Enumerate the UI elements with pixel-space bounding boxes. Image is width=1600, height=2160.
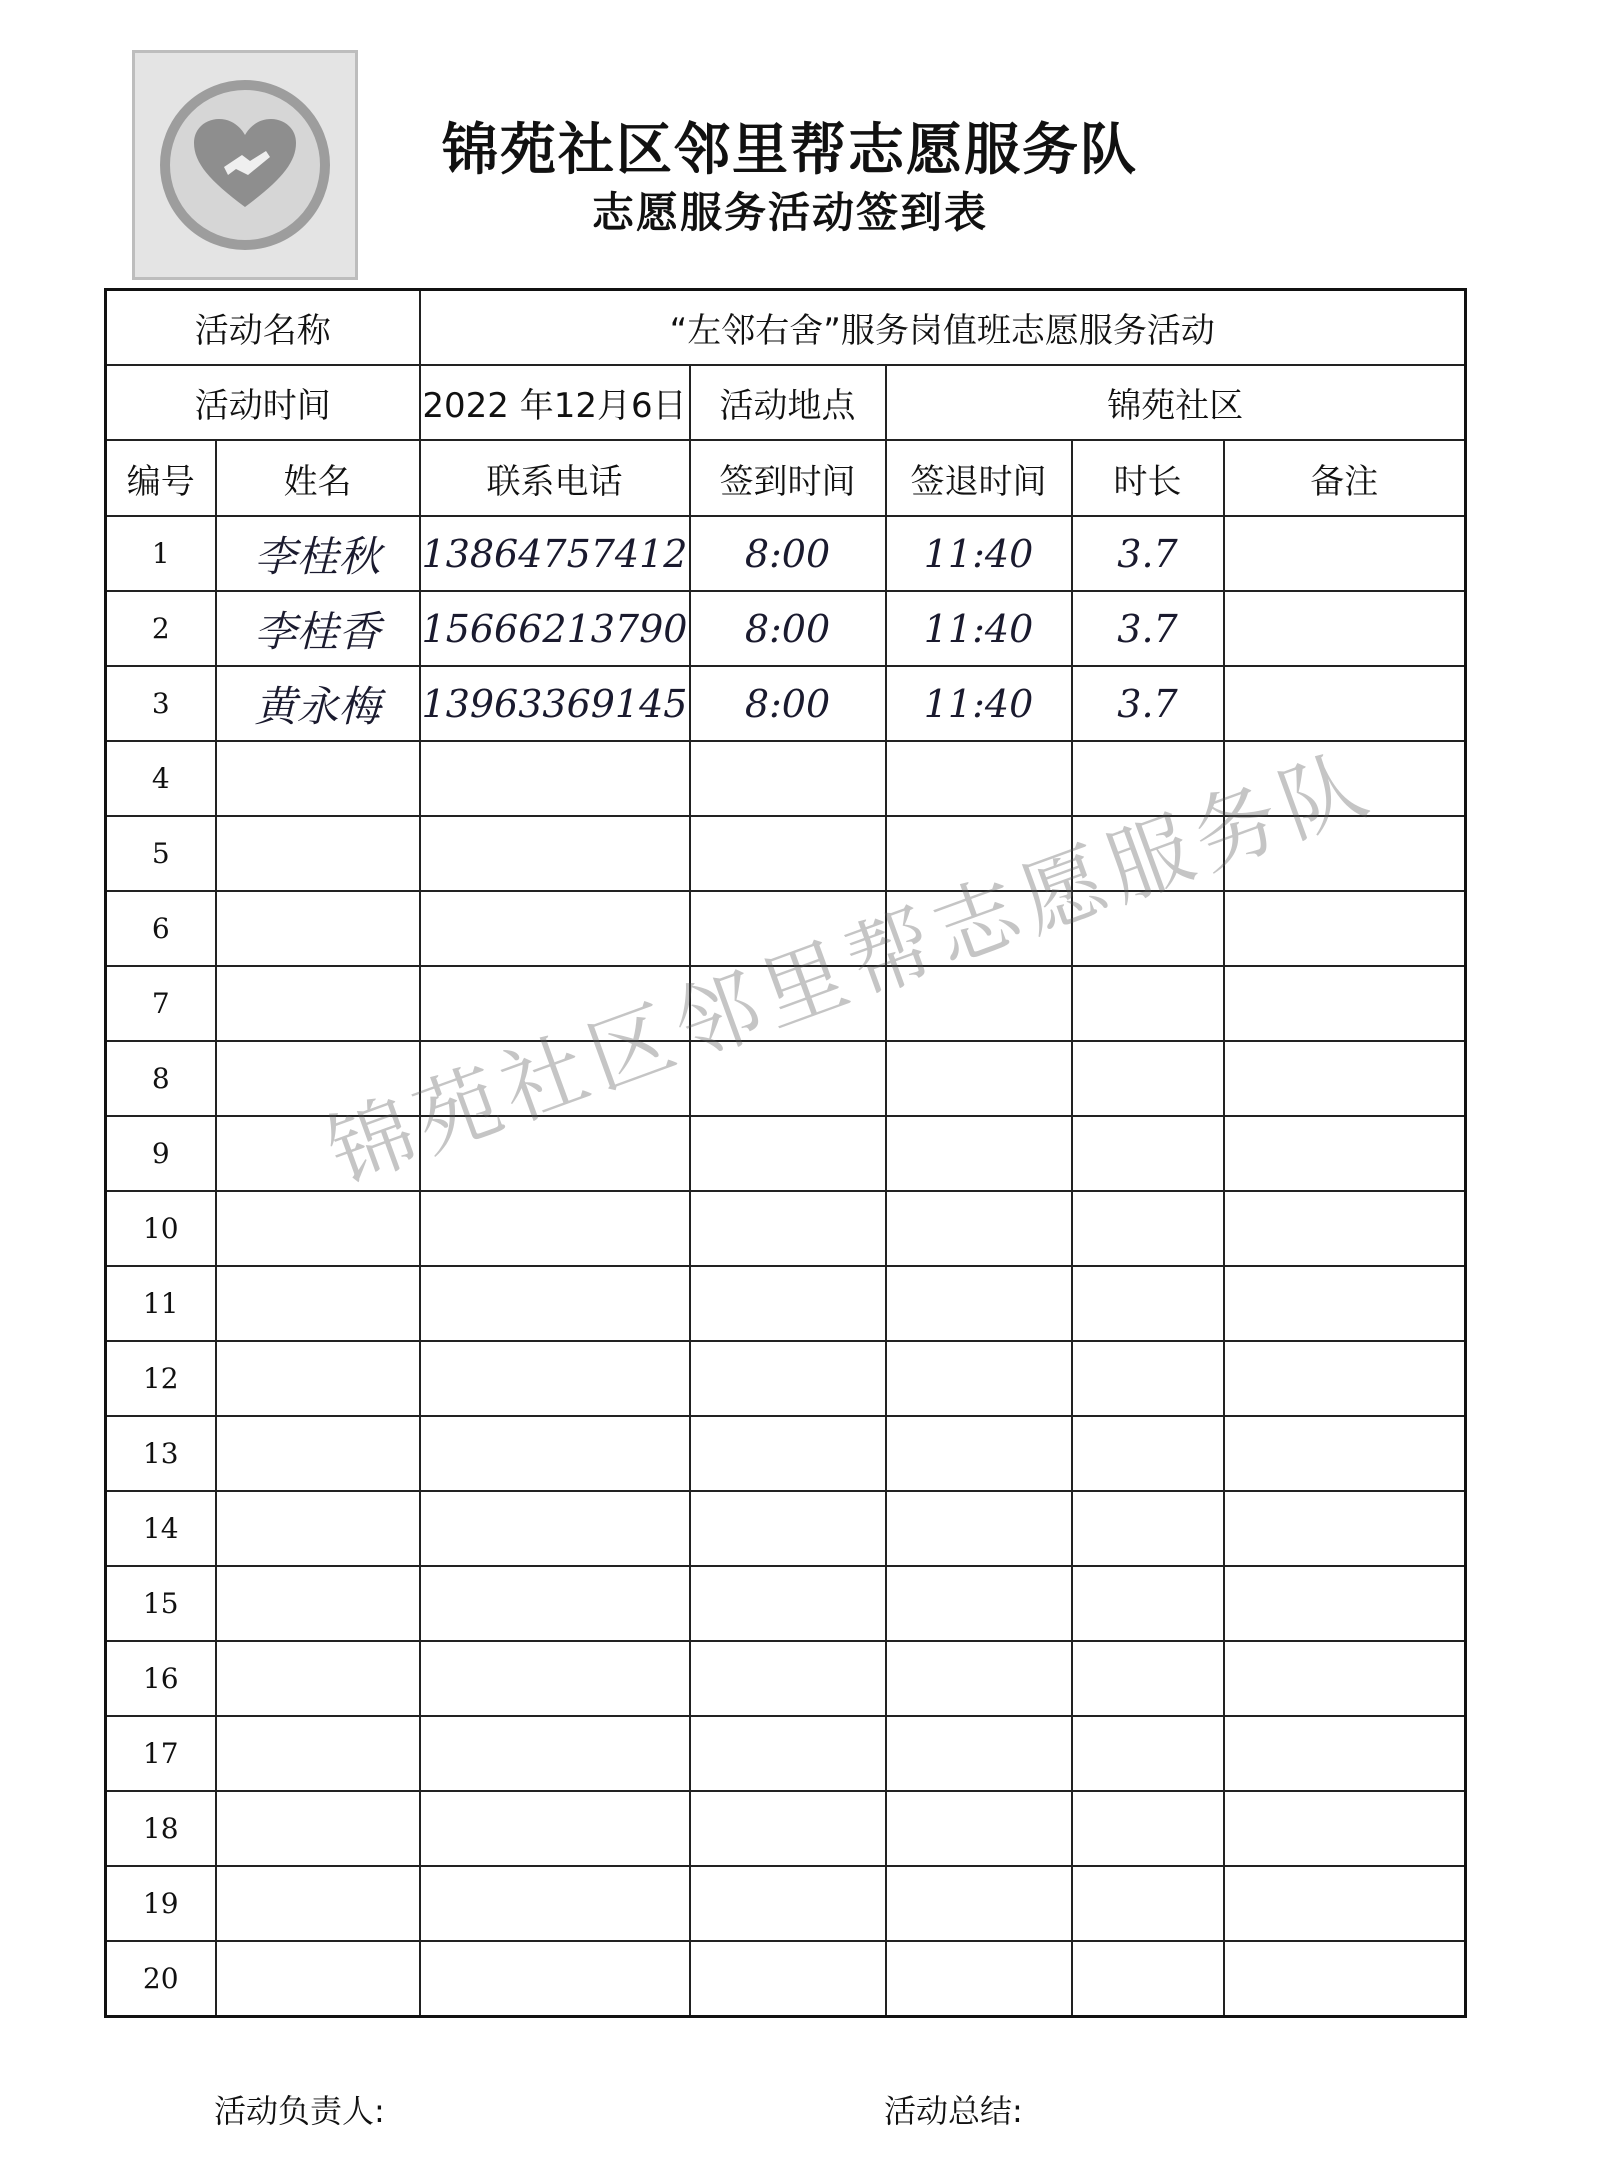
activity-place-label: 活动地点 bbox=[690, 365, 886, 440]
signer-phone bbox=[420, 891, 690, 966]
remark-cell bbox=[1224, 891, 1466, 966]
service-duration bbox=[1072, 1041, 1224, 1116]
sign-out-time: 11:40 bbox=[886, 666, 1072, 741]
signer-phone bbox=[420, 816, 690, 891]
column-header-name: 姓名 bbox=[216, 440, 420, 516]
signer-phone bbox=[420, 1566, 690, 1641]
column-header-duration: 时长 bbox=[1072, 440, 1224, 516]
sign-in-time bbox=[690, 1866, 886, 1941]
service-duration bbox=[1072, 1191, 1224, 1266]
signer-name bbox=[216, 1266, 420, 1341]
sign-in-time bbox=[690, 1641, 886, 1716]
sign-in-time: 8:00 bbox=[690, 666, 886, 741]
signer-name bbox=[216, 1566, 420, 1641]
remark-cell bbox=[1224, 1341, 1466, 1416]
sign-in-table bbox=[104, 288, 1467, 2018]
signer-phone bbox=[420, 1941, 690, 2017]
signer-phone bbox=[420, 1266, 690, 1341]
row-number: 2 bbox=[106, 591, 216, 666]
signer-phone bbox=[420, 1866, 690, 1941]
leader-label: 活动负责人: bbox=[214, 2092, 385, 2130]
sign-in-time bbox=[690, 891, 886, 966]
signer-name: 黄永梅 bbox=[216, 666, 420, 741]
row-number: 3 bbox=[106, 666, 216, 741]
sign-out-time bbox=[886, 1041, 1072, 1116]
remark-cell bbox=[1224, 1941, 1466, 2017]
remark-cell bbox=[1224, 666, 1466, 741]
service-duration bbox=[1072, 1641, 1224, 1716]
table-row bbox=[106, 1191, 1466, 1266]
row-number: 5 bbox=[106, 816, 216, 891]
signer-phone: 13963369145 bbox=[420, 666, 690, 741]
signer-phone bbox=[420, 1791, 690, 1866]
form-title: 志愿服务活动签到表 bbox=[591, 188, 988, 237]
remark-cell bbox=[1224, 1716, 1466, 1791]
heart-hands-logo-icon bbox=[190, 115, 300, 215]
signer-phone bbox=[420, 1116, 690, 1191]
remark-cell bbox=[1224, 1041, 1466, 1116]
activity-name-value: “左邻右舍”服务岗值班志愿服务活动 bbox=[420, 290, 1466, 366]
row-number: 12 bbox=[106, 1341, 216, 1416]
sign-out-time bbox=[886, 1941, 1072, 2017]
signer-phone bbox=[420, 1716, 690, 1791]
table-row bbox=[106, 966, 1466, 1041]
sign-out-time bbox=[886, 1266, 1072, 1341]
signer-name bbox=[216, 1641, 420, 1716]
row-number: 13 bbox=[106, 1416, 216, 1491]
row-number: 19 bbox=[106, 1866, 216, 1941]
remark-cell bbox=[1224, 1791, 1466, 1866]
summary-label: 活动总结: bbox=[884, 2092, 1023, 2130]
activity-time-label: 活动时间 bbox=[106, 365, 420, 440]
table-row bbox=[106, 1941, 1466, 2017]
signer-phone bbox=[420, 1341, 690, 1416]
service-duration: 3.7 bbox=[1072, 666, 1224, 741]
sign-in-time: 8:00 bbox=[690, 591, 886, 666]
organization-title: 锦苑社区邻里帮志愿服务队 bbox=[442, 118, 1138, 183]
sign-in-time bbox=[690, 741, 886, 816]
signer-name bbox=[216, 1041, 420, 1116]
sign-out-time bbox=[886, 1641, 1072, 1716]
sign-in-time bbox=[690, 1266, 886, 1341]
signer-phone bbox=[420, 741, 690, 816]
signer-phone bbox=[420, 1041, 690, 1116]
signer-name bbox=[216, 1191, 420, 1266]
remark-cell bbox=[1224, 516, 1466, 591]
signer-phone bbox=[420, 1191, 690, 1266]
logo-ring bbox=[160, 80, 330, 250]
row-number: 8 bbox=[106, 1041, 216, 1116]
signer-phone bbox=[420, 1641, 690, 1716]
service-duration: 3.7 bbox=[1072, 591, 1224, 666]
service-duration bbox=[1072, 1341, 1224, 1416]
sign-in-time bbox=[690, 966, 886, 1041]
signer-name: 李桂香 bbox=[216, 591, 420, 666]
activity-name-label: 活动名称 bbox=[106, 290, 420, 366]
sign-in-time bbox=[690, 1791, 886, 1866]
row-number: 1 bbox=[106, 516, 216, 591]
signer-name bbox=[216, 1941, 420, 2017]
signer-phone bbox=[420, 1416, 690, 1491]
sign-in-time bbox=[690, 1491, 886, 1566]
remark-cell bbox=[1224, 816, 1466, 891]
sign-out-time: 11:40 bbox=[886, 591, 1072, 666]
table-row bbox=[106, 1641, 1466, 1716]
sign-in-time bbox=[690, 1416, 886, 1491]
sign-in-time: 8:00 bbox=[690, 516, 886, 591]
sign-in-time bbox=[690, 1341, 886, 1416]
sign-in-time bbox=[690, 1566, 886, 1641]
table-row bbox=[106, 591, 1466, 666]
sign-out-time bbox=[886, 741, 1072, 816]
table-row bbox=[106, 891, 1466, 966]
signer-phone bbox=[420, 1491, 690, 1566]
service-duration bbox=[1072, 1266, 1224, 1341]
remark-cell bbox=[1224, 741, 1466, 816]
service-duration bbox=[1072, 966, 1224, 1041]
sign-in-time bbox=[690, 1191, 886, 1266]
table-row bbox=[106, 1566, 1466, 1641]
sign-in-time bbox=[690, 1116, 886, 1191]
signer-name bbox=[216, 1341, 420, 1416]
activity-time-value: 2022 年12月6日 bbox=[420, 365, 690, 440]
signer-name bbox=[216, 1116, 420, 1191]
signer-name bbox=[216, 1866, 420, 1941]
signer-name bbox=[216, 966, 420, 1041]
remark-cell bbox=[1224, 1866, 1466, 1941]
service-duration bbox=[1072, 1491, 1224, 1566]
column-header-phone: 联系电话 bbox=[420, 440, 690, 516]
row-number: 17 bbox=[106, 1716, 216, 1791]
service-duration bbox=[1072, 1716, 1224, 1791]
table-row bbox=[106, 1791, 1466, 1866]
row-number: 18 bbox=[106, 1791, 216, 1866]
row-number: 15 bbox=[106, 1566, 216, 1641]
remark-cell bbox=[1224, 1116, 1466, 1191]
activity-place-value: 锦苑社区 bbox=[886, 365, 1466, 440]
remark-cell bbox=[1224, 1566, 1466, 1641]
sign-out-time bbox=[886, 816, 1072, 891]
signer-phone: 13864757412 bbox=[420, 516, 690, 591]
table-row bbox=[106, 741, 1466, 816]
table-row bbox=[106, 516, 1466, 591]
signer-name bbox=[216, 1791, 420, 1866]
row-number: 10 bbox=[106, 1191, 216, 1266]
row-number: 16 bbox=[106, 1641, 216, 1716]
row-number: 11 bbox=[106, 1266, 216, 1341]
service-duration bbox=[1072, 741, 1224, 816]
service-duration bbox=[1072, 1941, 1224, 2017]
sign-in-time bbox=[690, 816, 886, 891]
sign-in-time bbox=[690, 1941, 886, 2017]
table-row bbox=[106, 1041, 1466, 1116]
sign-out-time bbox=[886, 1866, 1072, 1941]
sign-out-time bbox=[886, 1341, 1072, 1416]
service-duration bbox=[1072, 1866, 1224, 1941]
table-row bbox=[106, 666, 1466, 741]
sign-out-time bbox=[886, 1491, 1072, 1566]
remark-cell bbox=[1224, 1416, 1466, 1491]
remark-cell bbox=[1224, 1266, 1466, 1341]
service-duration bbox=[1072, 891, 1224, 966]
signer-name bbox=[216, 1416, 420, 1491]
table-row bbox=[106, 1116, 1466, 1191]
table-row bbox=[106, 1341, 1466, 1416]
remark-cell bbox=[1224, 1491, 1466, 1566]
column-header-sign-in: 签到时间 bbox=[690, 440, 886, 516]
row-number: 20 bbox=[106, 1941, 216, 2017]
service-duration bbox=[1072, 816, 1224, 891]
remark-cell bbox=[1224, 1641, 1466, 1716]
sign-out-time: 11:40 bbox=[886, 516, 1072, 591]
signer-phone: 15666213790 bbox=[420, 591, 690, 666]
signer-name bbox=[216, 1491, 420, 1566]
sign-out-time bbox=[886, 1716, 1072, 1791]
service-duration bbox=[1072, 1566, 1224, 1641]
row-number: 6 bbox=[106, 891, 216, 966]
sign-in-time bbox=[690, 1041, 886, 1116]
sign-out-time bbox=[886, 891, 1072, 966]
sign-out-time bbox=[886, 966, 1072, 1041]
table-row bbox=[106, 1416, 1466, 1491]
remark-cell bbox=[1224, 591, 1466, 666]
column-header-number: 编号 bbox=[106, 440, 216, 516]
watermark: 锦苑社区邻里帮志愿服务队 bbox=[315, 732, 1387, 1203]
signer-phone bbox=[420, 966, 690, 1041]
row-number: 4 bbox=[106, 741, 216, 816]
service-duration: 3.7 bbox=[1072, 516, 1224, 591]
organization-logo bbox=[132, 50, 358, 280]
signer-name: 李桂秋 bbox=[216, 516, 420, 591]
table-row bbox=[106, 1491, 1466, 1566]
sign-out-time bbox=[886, 1416, 1072, 1491]
table-row bbox=[106, 1716, 1466, 1791]
sign-out-time bbox=[886, 1191, 1072, 1266]
row-number: 9 bbox=[106, 1116, 216, 1191]
service-duration bbox=[1072, 1791, 1224, 1866]
sign-in-time bbox=[690, 1716, 886, 1791]
column-header-sign-out: 签退时间 bbox=[886, 440, 1072, 516]
remark-cell bbox=[1224, 966, 1466, 1041]
signer-name bbox=[216, 816, 420, 891]
signer-name bbox=[216, 1716, 420, 1791]
table-row bbox=[106, 1866, 1466, 1941]
table-row bbox=[106, 816, 1466, 891]
table-row bbox=[106, 1266, 1466, 1341]
service-duration bbox=[1072, 1116, 1224, 1191]
column-header-remark: 备注 bbox=[1224, 440, 1466, 516]
sign-out-time bbox=[886, 1116, 1072, 1191]
row-number: 14 bbox=[106, 1491, 216, 1566]
sign-out-time bbox=[886, 1566, 1072, 1641]
signer-name bbox=[216, 891, 420, 966]
remark-cell bbox=[1224, 1191, 1466, 1266]
service-duration bbox=[1072, 1416, 1224, 1491]
sign-out-time bbox=[886, 1791, 1072, 1866]
row-number: 7 bbox=[106, 966, 216, 1041]
signer-name bbox=[216, 741, 420, 816]
